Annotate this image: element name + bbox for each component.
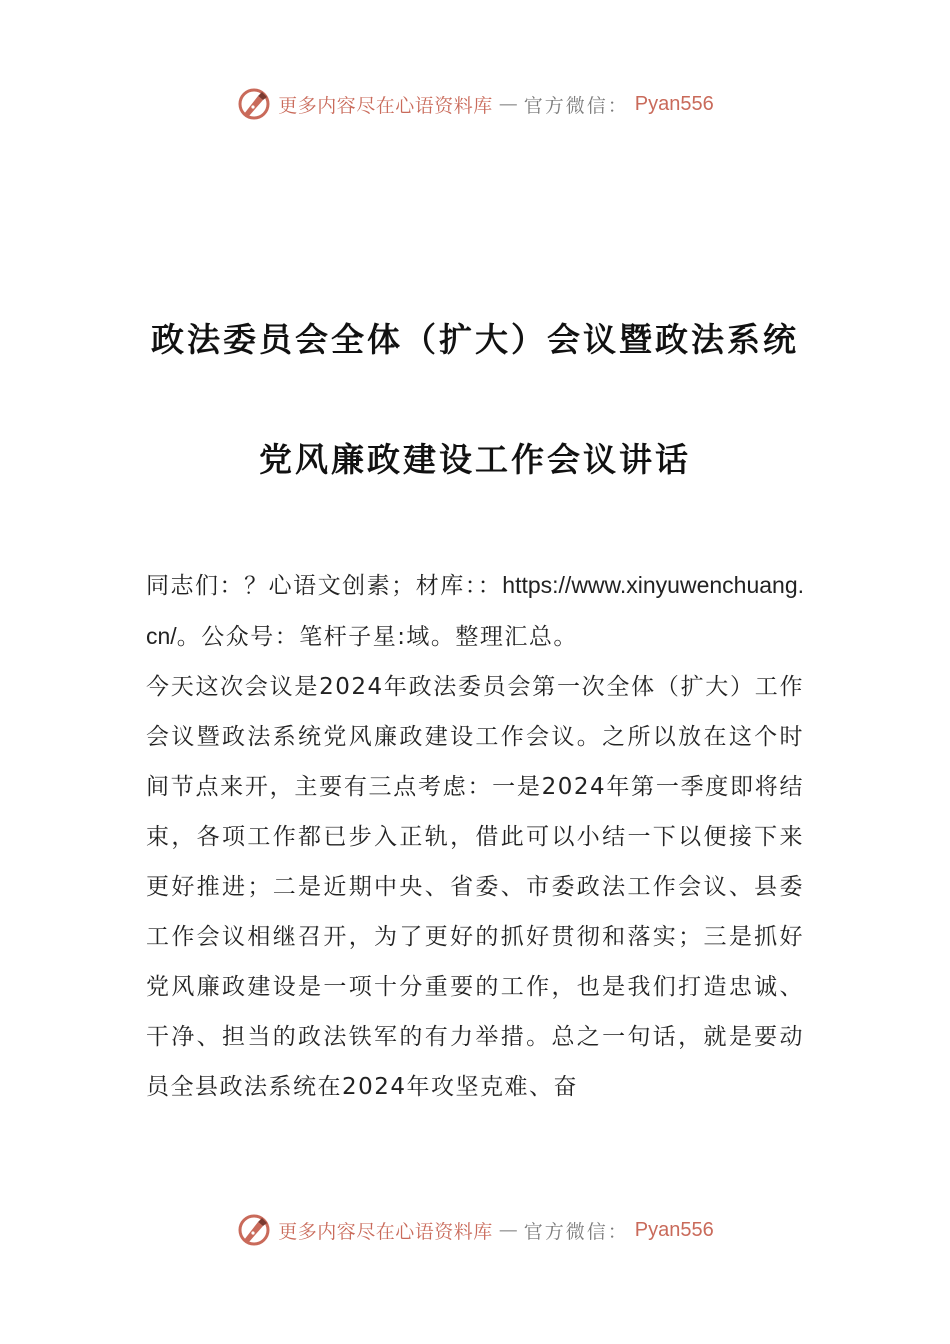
footer-banner	[0, 1210, 950, 1250]
banner-contact-id: Pyan556	[634, 1218, 714, 1241]
greeting-url: https://www.xinyuwenchuang.cn/	[146, 572, 804, 649]
greeting-tail: 。公众号：笔杆子星:域。整理汇总。	[176, 624, 578, 650]
body-paragraph: 今天这次会议是2024年政法委员会第一次全体（扩大）工作会议暨政法系统党风廉政建设工作会议。之所以放在这个时间节点来开，主要有三点考虑：一是2024年第一季度即将结束，各项工作都已步入正轨，借此可以小结一下以便接下来更好推进；二是近期中央、省委、市委政法工作会议、县委工作会议相继召开，为了更好的抓好贯彻和落实；三是抓好党风廉政建设是一项十分重要的工作，也是我们打造忠诚、干净、担当的政法铁军的有力举措。总之一句话，就是要动员全县政法系统在2024年攻坚克难、奋	[146, 674, 804, 1100]
greeting-paragraph	[146, 560, 804, 662]
header-banner	[0, 84, 950, 124]
pen-nib-logo-icon	[236, 86, 272, 122]
pen-nib-logo-icon	[236, 1212, 272, 1248]
banner-separator: —	[498, 93, 518, 115]
banner-separator: —	[498, 1219, 518, 1241]
document-title-line-2: 党风廉政建设工作会议讲话	[259, 440, 691, 479]
document-body	[146, 560, 804, 1112]
greeting-text: 同志们：？心语文创素；材库：：	[146, 573, 503, 599]
banner-contact-label: 官方微信：	[523, 1220, 629, 1243]
banner-slogan: 更多内容尽在心语资料库	[278, 1220, 493, 1243]
banner-slogan: 更多内容尽在心语资料库	[278, 94, 493, 117]
banner-contact-id: Pyan556	[634, 92, 714, 115]
banner-contact-label: 官方微信：	[523, 94, 629, 117]
document-title-line-1: 政法委员会全体（扩大）会议暨政法系统	[151, 320, 799, 359]
